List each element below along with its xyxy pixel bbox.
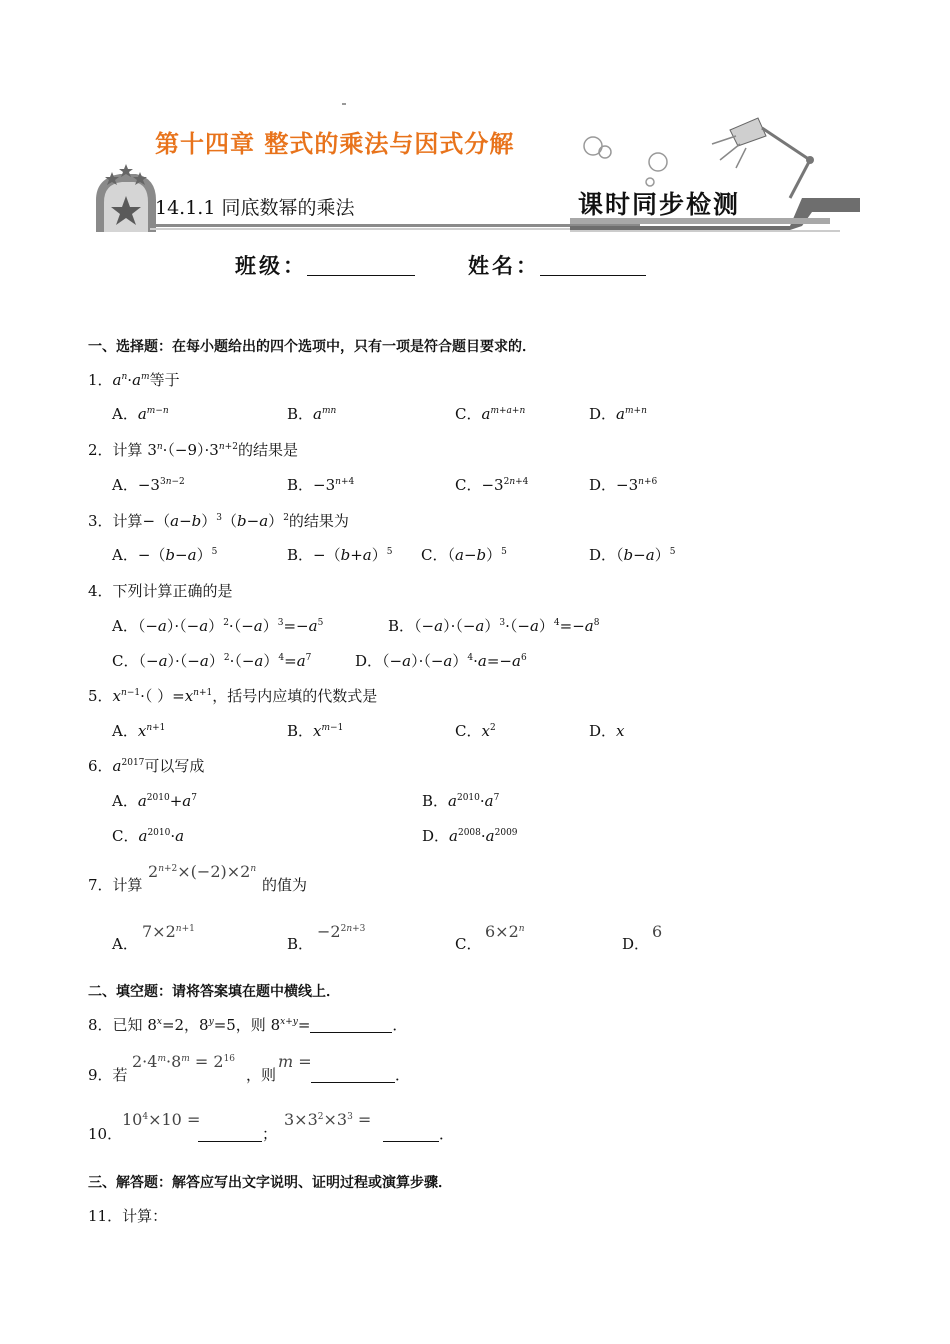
q6-option-a[interactable]: A．$a^{2010}+a^7$ [112,792,197,810]
q2-option-b[interactable]: B．$-3^{n+4}$ [287,476,355,494]
question-9-label: 9．若 [88,1066,128,1084]
question-9-var: m = [278,1052,312,1071]
section3-heading: 三、解答题：解答应写出文字说明、证明过程或演算步骤． [88,1175,452,1191]
q1-option-c[interactable]: C．$a^{m+a+n}$ [455,405,526,423]
q4-option-b[interactable]: B．$(-a)\cdot(-a)^3\cdot(-a)^4=-a^8$ [388,617,600,635]
class-field [235,250,415,280]
q1-option-b[interactable]: B．$a^{mn}$ [287,405,337,423]
question-9-expression: $2\cdot 4^m\cdot 8^m = 2^{16}$ [132,1052,236,1071]
question-10-label: 10． [88,1125,123,1143]
q6-option-d[interactable]: D．$a^{2008}\cdot a^{2009}$ [422,827,518,845]
q7-option-b-label[interactable]: B． [287,935,314,953]
section-title: 14.1.1 同底数幂的乘法 [155,197,355,219]
question-7-suffix: 的值为 [262,876,308,894]
class-input[interactable] [307,259,415,276]
class-label: 班级： [235,253,307,278]
question-7-expression: $2^{n+2}\times(-2)\times 2^n$ [148,862,257,881]
question-10-expression-1: $10^4\times 10$ = [122,1110,201,1129]
q4-option-d[interactable]: D．$(-a)\cdot(-a)^4\cdot a=-a^6$ [355,652,527,670]
question-9-blank-wrap: ． [311,1065,410,1085]
q5-option-a[interactable]: A．$x^{n+1}$ [112,722,166,740]
q5-option-d[interactable]: D．x [589,722,625,740]
q1-option-a[interactable]: A．$a^{m-n}$ [112,405,169,423]
q2-option-d[interactable]: D．$-3^{n+6}$ [589,476,658,494]
q3-option-a[interactable]: A．$-(b-a)^5$ [112,546,218,564]
q7-option-a-label[interactable]: A． [112,935,138,953]
q10-answer-blank-1[interactable] [198,1125,262,1142]
question-5: 5．$x^{n-1}\cdot$（ ）$=x^{n+1}$，括号内应填的代数式是 [88,687,378,705]
q7-option-d[interactable]: 6 [652,922,663,941]
q3-option-b[interactable]: B．$-(b+a)^5$ [287,546,393,564]
q3-option-c[interactable]: C．$(a-b)^5$ [421,546,507,564]
question-3: 3．计算$-(a-b)^3(b-a)^2$的结果为 [88,512,349,530]
q4-option-c[interactable]: C．$(-a)\cdot(-a)^2\cdot(-a)^4=a^7$ [112,652,312,670]
q7-option-d-label[interactable]: D． [622,935,650,953]
chapter-title: 第十四章 整式的乘法与因式分解 [155,130,515,158]
q1-option-d[interactable]: D．$a^{m+n}$ [589,405,647,423]
q6-option-c[interactable]: C．$a^{2010}\cdot a$ [112,827,185,845]
bubbles-icon [584,137,667,186]
question-6: 6．$a^{2017}$可以写成 [88,757,205,775]
question-9-mid: ，则 [246,1066,277,1084]
question-8: 8．已知 $8^x=2$，$8^y=5$，则 $8^{x+y}=$ ． [88,1016,408,1034]
q7-option-c[interactable]: $6\times 2^n$ [485,922,525,941]
section1-heading: 一、选择题：在每小题给出的四个选项中，只有一项是符合题目要求的． [88,339,536,355]
q10-answer-blank-2[interactable] [383,1125,439,1142]
question-10-expression-2: $3\times 3^2\times 3^3$ = [284,1110,372,1129]
stamp-title: 课时同步检测 [578,190,741,219]
q8-answer-blank[interactable] [310,1016,392,1033]
q2-option-a[interactable]: A．$-3^{3n-2}$ [112,476,185,494]
question-2: 2．计算 $3^n\cdot(-9)\cdot 3^{n+2}$的结果是 [88,441,298,459]
star-badge-icon [96,164,156,232]
q9-answer-blank[interactable] [311,1066,395,1083]
section2-heading: 二、填空题：请将答案填在题中横线上． [88,984,340,1000]
q7-option-b[interactable]: $-2^{2n+3}$ [317,922,366,941]
question-10-blank-1-wrap: ； [198,1124,277,1144]
question-11: 11．计算： [88,1207,168,1225]
q7-option-c-label[interactable]: C． [455,935,482,953]
name-input[interactable] [540,259,646,276]
question-4: 4．下列计算正确的是 [88,582,233,600]
question-10-blank-2-wrap: ． [383,1124,454,1144]
q5-option-c[interactable]: C．$x^2$ [455,722,496,740]
q4-option-a[interactable]: A．$(-a)\cdot(-a)^2\cdot(-a)^3=-a^5$ [112,617,324,635]
name-field [468,250,646,280]
q7-option-a[interactable]: $7\times 2^{n+1}$ [142,922,195,941]
name-label: 姓名： [468,253,540,278]
q3-option-d[interactable]: D．$(b-a)^5$ [589,546,676,564]
q6-option-b[interactable]: B．$a^{2010}\cdot a^7$ [422,792,500,810]
q5-option-b[interactable]: B．$x^{m-1}$ [287,722,344,740]
q2-option-c[interactable]: C．$-3^{2n+4}$ [455,476,529,494]
question-1: 1．$a^n\cdot a^m$等于 [88,371,180,389]
question-7-label: 7．计算 [88,876,143,894]
